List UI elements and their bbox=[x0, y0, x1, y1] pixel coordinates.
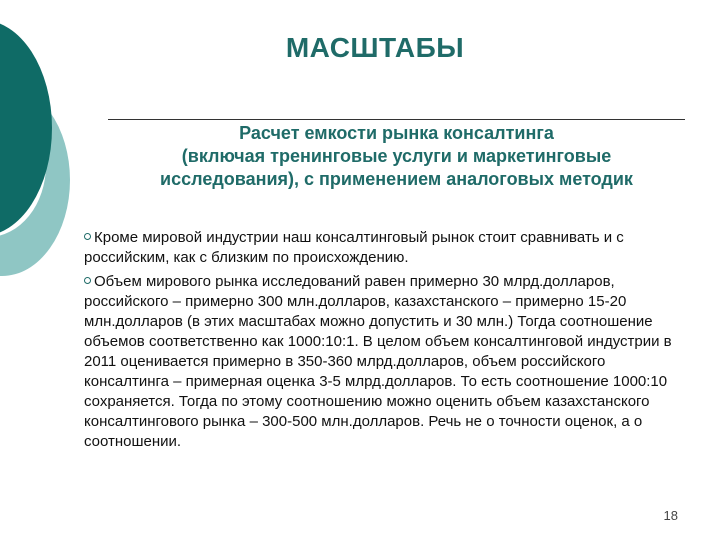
slide-title: МАСШТАБЫ bbox=[285, 32, 465, 63]
subtitle-line: исследования), с применением аналоговых методик bbox=[160, 169, 633, 189]
bullet-item bbox=[84, 272, 686, 452]
bullet-circle-icon bbox=[84, 277, 91, 284]
bullet-text: Объем мирового рынка исследований равен примерно 30 млрд.долларов, российского – примерно 300 млн.долларов, казахстанского – примерно 15-20 млн.долларов (в этих масштабах можно допустить и 30 млн.) Тогда соотношение объемов соответственно как 1000:10:1. В целом объем консалтинговой индустрии в 2011 оценивается примерно в 350-360 млрд.долларов, объем российского консалтинга – примерная оценка 3-5 млрд.долларов. То есть соотношение 1000:10 сохраняется. Тогда по этому соотношению можно оценить объем казахстанского консалтингового рынка – 300-500 млн.долларов. Речь не о точности оценок, а о соотношении. bbox=[84, 273, 672, 450]
bullet-list bbox=[84, 228, 686, 456]
bullet-item bbox=[84, 228, 686, 268]
subtitle-line: Расчет емкости рынка консалтинга bbox=[239, 123, 554, 143]
bullet-text: Кроме мировой индустрии наш консалтинговый рынок стоит сравнивать и с российским, как с близким по происхождению. bbox=[84, 229, 624, 266]
subtitle-line: (включая тренинговые услуги и маркетинговые bbox=[181, 146, 612, 166]
bullet-circle-icon bbox=[84, 233, 91, 240]
page-number: 18 bbox=[663, 508, 678, 523]
slide-subtitle bbox=[108, 122, 685, 191]
title-divider bbox=[108, 119, 685, 120]
